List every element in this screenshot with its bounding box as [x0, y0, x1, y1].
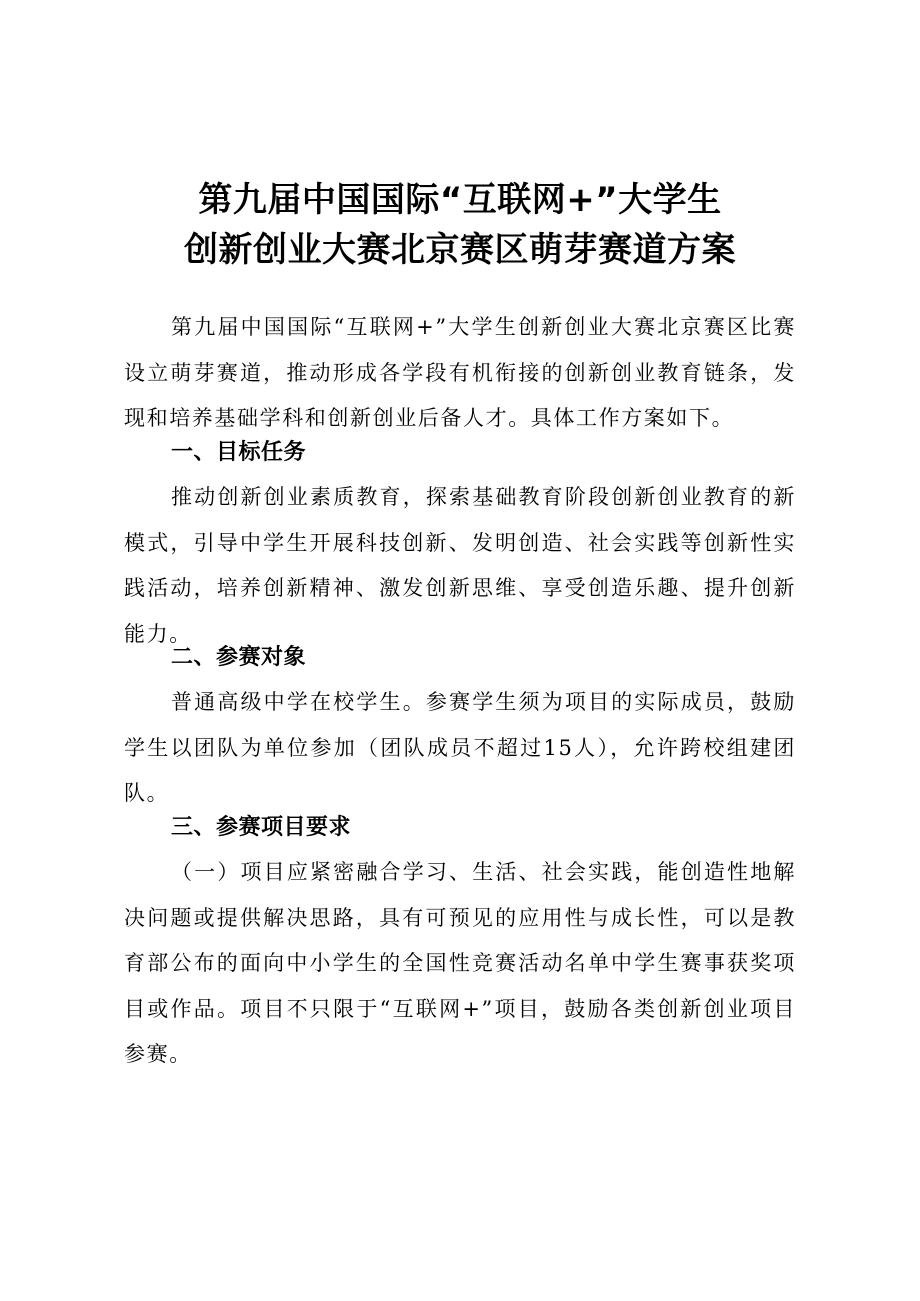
intro-paragraph: 第九届中国国际“互联网+”大学生创新创业大赛北京赛区比赛设立萌芽赛道，推动形成各学段有机衔接的创新创业教育链条，发现和培养基础学科和创新创业后备人才。具体工作方案如下。: [124, 315, 796, 430]
section-heading-goals: 一、目标任务: [171, 440, 307, 465]
section-heading-participants: 二、参赛对象: [171, 645, 307, 670]
document-title-line-1: 第九届中国国际“互联网+”大学生: [198, 180, 722, 220]
section-body-participants: 普通高级中学在校学生。参赛学生须为项目的实际成员，鼓励学生以团队为单位参加（团队成员不超过15人），允许跨校组建团队。: [124, 690, 796, 805]
section-heading-project-requirements: 三、参赛项目要求: [171, 815, 352, 840]
section-body-goals: 推动创新创业素质教育，探索基础教育阶段创新创业教育的新模式，引导中学生开展科技创新、发明创造、社会实践等创新性实践活动，培养创新精神、激发创新思维、享受创造乐趣、提升创新能力。: [124, 485, 796, 646]
section-body-project-requirements: （一）项目应紧密融合学习、生活、社会实践，能创造性地解决问题或提供解决思路，具有可预见的应用性与成长性，可以是教育部公布的面向中小学生的全国性竞赛活动名单中学生赛事获奖项目或作品。项目不只限于“互联网+”项目，鼓励各类创新创业项目参赛。: [124, 860, 796, 1066]
document-title-line-2: 创新创业大赛北京赛区萌芽赛道方案: [184, 230, 736, 270]
